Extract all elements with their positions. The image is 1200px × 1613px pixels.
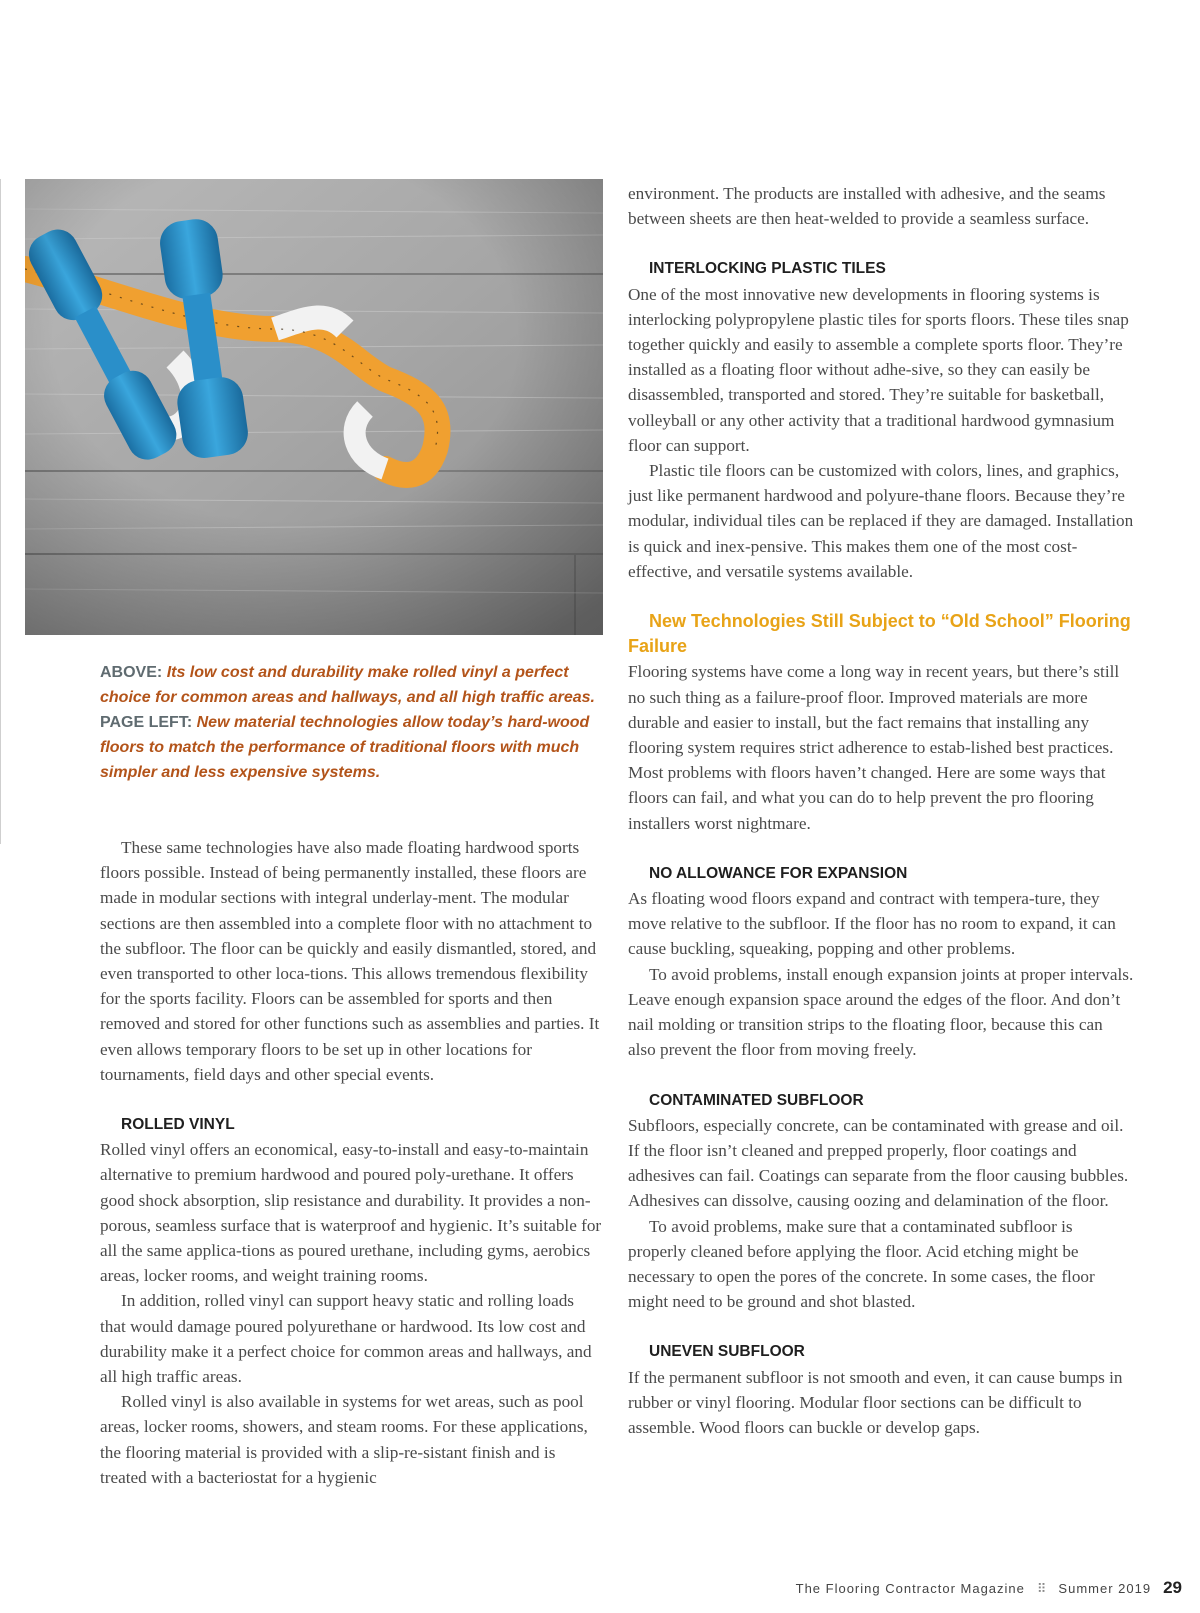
photo-caption xyxy=(100,660,600,785)
paragraph: To avoid problems, make sure that a contaminated subfloor is properly cleaned before applying the floor. Acid etching might be necessary to open the pores of the concrete. In some cases, the floor might need to be ground and shot blasted. xyxy=(628,1216,1095,1312)
paragraph: Flooring systems have come a long way in recent years, but there’s still no such thing as a failure-proof floor. Improved materials are more durable and easier to install, but the fact remains that installing any flooring system requires strict adherence to estab-lished best practices. Most problems with floors haven’t changed. Here are some ways that floors can fail, and what you can do to help prevent the pro flooring installers worst nightmare. xyxy=(628,662,1120,833)
left-column xyxy=(100,835,602,1490)
paragraph: If the permanent subfloor is not smooth and even, it can cause bumps in rubber or vinyl flooring. Modular floor sections can be difficult to assemble. Wood floors can buckle or develop gaps. xyxy=(628,1367,1123,1437)
heading-new-technologies: New Technologies Still Subject to “Old School” Flooring Failure xyxy=(628,611,1131,657)
paragraph: As floating wood floors expand and contract with tempera-ture, they move relative to the subfloor. If the floor has no room to expand, it can cause buckling, squeaking, popping and other problems. xyxy=(628,889,1116,959)
paragraph: environment. The products are installed with adhesive, and the seams between sheets are then heat-welded to provide a seamless surface. xyxy=(628,184,1106,229)
footer-separator-icon: ⠿ xyxy=(1036,1581,1047,1596)
page-footer xyxy=(796,1578,1182,1606)
paragraph: One of the most innovative new developments in flooring systems is interlocking polypropylene plastic tiles for sports floors. These tiles snap together quickly and easily to assemble a complete sports floor. They’re installed as a floating floor without adhe-sive, so they can easily be disassembled, transported and stored. They’re suitable for basketball, volleyball or any other activity that a traditional hardwood gymnasium floor can support. xyxy=(628,284,1129,455)
photo-dumbbells-measuring-tape xyxy=(25,179,603,635)
paragraph: In addition, rolled vinyl can support heavy static and rolling loads that would damage poured polyurethane or hardwood. Its low cost and durability make it a perfect choice for common areas and hallways, and all high traffic areas. xyxy=(100,1291,592,1387)
page-edge-rule xyxy=(0,179,1,844)
footer-magazine-title: The Flooring Contractor Magazine xyxy=(795,1581,1025,1596)
heading-no-allowance-for-expansion: NO ALLOWANCE FOR EXPANSION xyxy=(649,864,908,882)
footer-issue: Summer 2019 xyxy=(1058,1581,1152,1596)
caption-page-left-text: New material technologies allow today’s hard-wood floors to match the performance of traditional floors with much simpler and less expensive systems. xyxy=(100,714,590,781)
heading-uneven-subfloor: UNEVEN SUBFLOOR xyxy=(649,1343,805,1361)
caption-above-label: ABOVE: xyxy=(100,664,163,681)
paragraph: Rolled vinyl offers an economical, easy-to-install and easy-to-maintain alternative to premium hardwood and poured poly-urethane. It offers good shock absorption, slip resistance and durability. It provides a non-porous, seamless surface that is waterproof and hygienic. It’s suitable for all the same applica-tions as poured urethane, including gyms, aerobics areas, locker rooms, and weight training rooms. xyxy=(100,1140,602,1286)
heading-rolled-vinyl: ROLLED VINYL xyxy=(121,1116,235,1134)
heading-contaminated-subfloor: CONTAMINATED SUBFLOOR xyxy=(649,1091,864,1109)
paragraph: Rolled vinyl is also available in systems for wet areas, such as pool areas, locker rooms, showers, and steam rooms. For these applications, the flooring material is provided with a slip-re-sistant finish and is treated with a bacteriostat for a hygienic xyxy=(100,1392,588,1487)
paragraph: To avoid problems, install enough expansion joints at proper intervals. Leave enough expansion space around the edges of the floor. And don’t nail molding or transition strips to the floating floor, because this can also prevent the floor from moving freely. xyxy=(628,964,1134,1060)
paragraph: Plastic tile floors can be customized with colors, lines, and graphics, just like permanent hardwood and polyure-thane floors. Because they’re modular, individual tiles can be replaced if they are damaged. Installation is quick and inex-pensive. This makes them one of the most cost-effective, and versatile systems available. xyxy=(628,461,1134,581)
page-number: 29 xyxy=(1163,1578,1182,1597)
paragraph: Subfloors, especially concrete, can be contaminated with grease and oil. If the floor isn’t cleaned and prepped properly, floor coatings and adhesives can fail. Coatings can separate from the floor causing bubbles. Adhesives can dissolve, causing oozing and delamination of the floor. xyxy=(628,1115,1129,1211)
heading-interlocking-plastic-tiles: INTERLOCKING PLASTIC TILES xyxy=(649,260,886,278)
paragraph: These same technologies have also made floating hardwood sports floors possible. Instead of being permanently installed, these floors are made in modular sections with integral underlay-ment. The modular sections are then assembled into a complete floor with no attachment to the subfloor. The floor can be quickly and easily dismantled, stored, and even transported to other loca-tions. This allows tremendous flexibility for the sports facility. Floors can be assembled for sports and then removed and stored for other functions such as assemblies and parties. It even allows temporary floors to be set up in other locations for tournaments, field days and other special events. xyxy=(100,838,600,1084)
right-column xyxy=(628,181,1134,1440)
caption-page-left-label: PAGE LEFT: xyxy=(100,714,193,731)
caption-above-text: Its low cost and durability make rolled vinyl a perfect choice for common areas and hallways, and all high traffic areas. xyxy=(100,664,595,706)
